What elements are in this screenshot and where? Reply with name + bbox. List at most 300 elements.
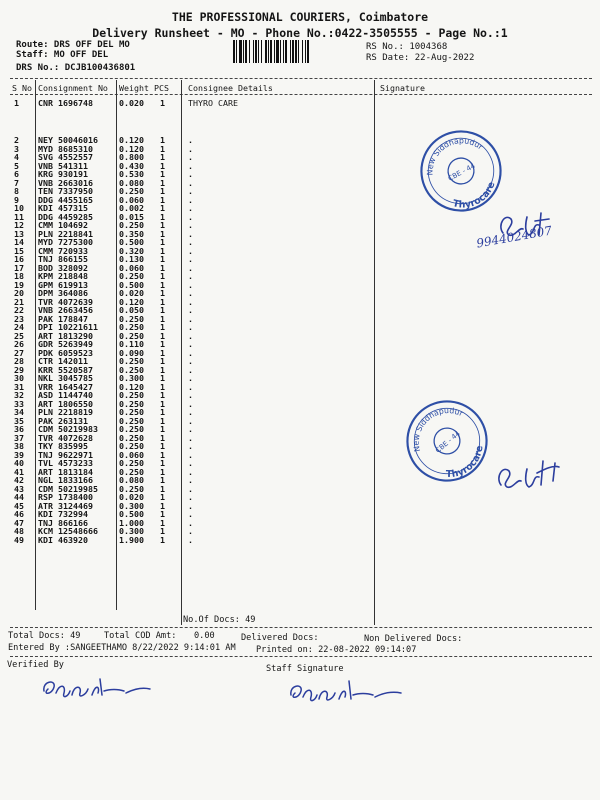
row-pcs: 1 xyxy=(160,534,165,545)
row-consignee-placeholder: . xyxy=(188,449,193,460)
row-sno: 30 xyxy=(14,373,24,384)
row-sno: 10 xyxy=(14,203,24,214)
row-consignment: TNJ 866166 xyxy=(38,517,88,528)
row-consignee-placeholder: . xyxy=(188,373,193,384)
stamp-bottom-text: Thyrocare xyxy=(445,444,486,481)
row-pcs: 1 xyxy=(160,135,165,145)
row-consignment: KPM 218848 xyxy=(38,271,88,282)
row-pcs: 1 xyxy=(160,483,165,494)
row-pcs: 1 xyxy=(160,424,165,435)
row-consignee-placeholder: . xyxy=(188,143,193,154)
row-weight: 0.530 xyxy=(119,169,144,180)
row-sno: 41 xyxy=(14,466,24,477)
row-weight: 0.250 xyxy=(119,390,144,401)
row-weight: 0.060 xyxy=(119,194,144,205)
row-weight: 0.050 xyxy=(119,305,144,316)
printed-on: Printed on: 22-08-2022 09:14:07 xyxy=(256,645,417,655)
table-row xyxy=(0,502,600,510)
stamp-icon xyxy=(404,398,490,484)
row-consignment: TVR 4072639 xyxy=(38,296,93,307)
row-sno: 35 xyxy=(14,415,24,426)
row-pcs: 1 xyxy=(160,288,165,299)
row-pcs: 1 xyxy=(160,271,165,282)
row-pcs: 1 xyxy=(160,449,165,460)
row-sno: 42 xyxy=(14,475,24,486)
row-consignment: RSP 1738400 xyxy=(38,492,93,503)
table-row xyxy=(0,264,600,272)
col-header-consignee: Consignee Details xyxy=(188,83,273,93)
row-consignee-placeholder: . xyxy=(188,271,193,282)
row-consignment: DPM 364086 xyxy=(38,288,88,299)
row-pcs: 1 xyxy=(160,441,165,452)
row-pcs: 1 xyxy=(160,475,165,486)
row-pcs: 1 xyxy=(160,373,165,384)
row-sno: 33 xyxy=(14,398,24,409)
row-consignee-placeholder: . xyxy=(188,526,193,537)
row-sno: 32 xyxy=(14,390,24,401)
row-consignee-placeholder: . xyxy=(188,390,193,401)
table-row xyxy=(0,349,600,357)
row-weight: 0.020 xyxy=(119,492,144,503)
stamp-center-text: CBE - 44 xyxy=(446,161,477,183)
row-sno: 15 xyxy=(14,245,24,256)
table-row xyxy=(0,170,600,178)
row-consignee-placeholder: . xyxy=(188,160,193,171)
row-consignment: KDI 457315 xyxy=(38,203,88,214)
row-weight: 0.250 xyxy=(119,356,144,367)
row-consignee-placeholder: . xyxy=(188,186,193,197)
row-sno: 27 xyxy=(14,347,24,358)
row-consignment: CTR 142011 xyxy=(38,356,88,367)
row-weight: 0.015 xyxy=(119,211,144,222)
row-pcs: 1 xyxy=(160,364,165,375)
row-consignee-placeholder: . xyxy=(188,466,193,477)
stamp-icon xyxy=(418,128,504,214)
route-text: Route: DRS OFF DEL MO xyxy=(16,40,130,50)
row-sno: 31 xyxy=(14,381,24,392)
row-sno: 37 xyxy=(14,432,24,443)
row-consignee-placeholder: . xyxy=(188,254,193,265)
row-consignment: ASD 1144740 xyxy=(38,390,93,401)
row-weight: 0.060 xyxy=(119,262,144,273)
row-consignment: CDM 50219985 xyxy=(38,483,98,494)
row-pcs: 1 xyxy=(160,509,165,520)
row-consignment: KCM 12548666 xyxy=(38,526,98,537)
row-consignment: MYD 7275300 xyxy=(38,237,93,248)
row-consignee-placeholder: . xyxy=(188,347,193,358)
row-consignee-placeholder: . xyxy=(188,305,193,316)
row-sno: 11 xyxy=(14,211,24,222)
row-weight: 0.250 xyxy=(119,186,144,197)
row-sno: 3 xyxy=(14,143,19,154)
staff-signature xyxy=(285,675,410,707)
row-pcs: 1 xyxy=(160,347,165,358)
row-weight: 0.500 xyxy=(119,237,144,248)
row-weight: 0.250 xyxy=(119,407,144,418)
row-consignment: TNJ 866155 xyxy=(38,254,88,265)
row-pcs: 1 xyxy=(160,458,165,469)
row-consignee-placeholder: . xyxy=(188,245,193,256)
row-weight: 0.020 xyxy=(119,98,144,108)
row-weight: 0.120 xyxy=(119,381,144,392)
row-sno: 12 xyxy=(14,220,24,231)
row-consignee-placeholder: . xyxy=(188,339,193,350)
runsheet-title: Delivery Runsheet - MO - Phone No.:0422-3505555 - Page No.:1 xyxy=(92,26,508,40)
col-header-signature: Signature xyxy=(380,83,425,93)
row-sno: 22 xyxy=(14,305,24,316)
row-consignee-placeholder: . xyxy=(188,169,193,180)
row-pcs: 1 xyxy=(160,313,165,324)
row-sno: 5 xyxy=(14,160,19,171)
entered-by: Entered By :SANGEETHAMO 8/22/2022 9:14:01 AM xyxy=(8,643,236,653)
row-sno: 13 xyxy=(14,228,24,239)
row-consignee-placeholder: . xyxy=(188,415,193,426)
table-row xyxy=(0,196,600,204)
row-weight: 0.120 xyxy=(119,135,144,145)
row-pcs: 1 xyxy=(160,254,165,265)
table-row xyxy=(0,408,600,416)
row-weight: 0.320 xyxy=(119,245,144,256)
row-weight: 0.250 xyxy=(119,415,144,426)
row-pcs: 1 xyxy=(160,237,165,248)
row-consignment: ATR 3124469 xyxy=(38,500,93,511)
rs-number: RS No.: 1004368 xyxy=(366,42,448,52)
row-sno: 24 xyxy=(14,322,24,333)
row-sno: 19 xyxy=(14,279,24,290)
table-row xyxy=(0,289,600,297)
row-sno: 34 xyxy=(14,407,24,418)
delivered-docs: Delivered Docs: xyxy=(241,633,319,643)
row-sno: 7 xyxy=(14,177,19,188)
row-weight: 0.250 xyxy=(119,322,144,333)
row-consignee-placeholder: . xyxy=(188,152,193,163)
row-weight: 0.250 xyxy=(119,313,144,324)
row-weight: 0.250 xyxy=(119,441,144,452)
row-weight: 0.300 xyxy=(119,526,144,537)
row-weight: 0.120 xyxy=(119,296,144,307)
handwritten-phone: 9944024807 xyxy=(475,223,553,251)
row-pcs: 1 xyxy=(160,517,165,528)
row-weight: 0.250 xyxy=(119,424,144,435)
row-consignee-placeholder: . xyxy=(188,313,193,324)
row-weight: 0.300 xyxy=(119,373,144,384)
row-consignment: PLN 2218841 xyxy=(38,228,93,239)
row-weight: 0.020 xyxy=(119,288,144,299)
row-pcs: 1 xyxy=(160,356,165,367)
staff-text: Staff: MO OFF DEL xyxy=(16,50,109,60)
col-header-sno: S No xyxy=(12,83,32,93)
row-consignee-placeholder: . xyxy=(188,381,193,392)
row-pcs: 1 xyxy=(160,390,165,401)
company-name: THE PROFESSIONAL COURIERS, Coimbatore xyxy=(171,10,429,24)
row-pcs: 1 xyxy=(160,466,165,477)
row-consignment: DDG 4455165 xyxy=(38,194,93,205)
row-pcs: 1 xyxy=(160,186,165,197)
row-weight: 0.250 xyxy=(119,398,144,409)
row-sno: 2 xyxy=(14,135,19,145)
row-weight: 0.110 xyxy=(119,339,144,350)
row-weight: 0.002 xyxy=(119,203,144,214)
row-sno: 46 xyxy=(14,509,24,520)
col-header-pcs: PCS xyxy=(154,83,169,93)
rs-date: RS Date: 22-Aug-2022 xyxy=(366,53,475,63)
row-weight: 0.250 xyxy=(119,483,144,494)
row-pcs: 1 xyxy=(160,169,165,180)
row-consignee-placeholder: . xyxy=(188,534,193,545)
row-sno: 14 xyxy=(14,237,24,248)
row-consignee-placeholder: . xyxy=(188,177,193,188)
row-sno: 17 xyxy=(14,262,24,273)
verified-by-label: Verified By xyxy=(7,660,64,670)
row-consignee-placeholder: . xyxy=(188,220,193,231)
row-pcs: 1 xyxy=(160,262,165,273)
row-sno: 8 xyxy=(14,186,19,197)
row-pcs: 1 xyxy=(160,432,165,443)
row-pcs: 1 xyxy=(160,228,165,239)
table-row xyxy=(0,153,600,161)
row-pcs: 1 xyxy=(160,279,165,290)
row-consignment: TVR 4072628 xyxy=(38,432,93,443)
row-sno: 9 xyxy=(14,194,19,205)
row-consignment: VNB 2663456 xyxy=(38,305,93,316)
divider-top xyxy=(10,78,592,79)
row-sno: 38 xyxy=(14,441,24,452)
row-pcs: 1 xyxy=(160,500,165,511)
row-consignment: DPI 10221611 xyxy=(38,322,98,333)
row-consignment: GDR 5263949 xyxy=(38,339,93,350)
row-consignee-placeholder: . xyxy=(188,288,193,299)
row-consignee-placeholder: . xyxy=(188,509,193,520)
verified-signature xyxy=(38,673,158,703)
row-sno: 39 xyxy=(14,449,24,460)
row-consignee-placeholder: . xyxy=(188,407,193,418)
row-weight: 0.250 xyxy=(119,458,144,469)
row-consignee-placeholder: . xyxy=(188,398,193,409)
row-sno: 47 xyxy=(14,517,24,528)
drs-number: DRS No.: DCJB100436801 xyxy=(16,63,136,73)
row-pcs: 1 xyxy=(160,245,165,256)
row-pcs: 1 xyxy=(160,407,165,418)
row-pcs: 1 xyxy=(160,296,165,307)
row-consignee-placeholder: . xyxy=(188,237,193,248)
row-consignment: CNR 1696748 xyxy=(38,98,93,108)
row-consignment: MYD 8685310 xyxy=(38,143,93,154)
col-header-consignment: Consignment No xyxy=(38,83,108,93)
divider-header xyxy=(10,94,592,95)
row-pcs: 1 xyxy=(160,526,165,537)
row-weight: 0.250 xyxy=(119,271,144,282)
total-cod-value: 0.00 xyxy=(194,631,215,641)
row-consignee-placeholder: . xyxy=(188,322,193,333)
row-consignee-placeholder: . xyxy=(188,432,193,443)
row-sno: 4 xyxy=(14,152,19,163)
row-weight: 0.060 xyxy=(119,449,144,460)
row-sno: 21 xyxy=(14,296,24,307)
row-consignee-placeholder: . xyxy=(188,364,193,375)
row-pcs: 1 xyxy=(160,203,165,214)
stamp-center-text: CBE - 44 xyxy=(434,429,462,455)
row-weight: 0.250 xyxy=(119,466,144,477)
row-pcs: 1 xyxy=(160,305,165,316)
table-row xyxy=(0,99,600,107)
row-consignee-placeholder: . xyxy=(188,475,193,486)
row-weight: 0.300 xyxy=(119,500,144,511)
row-consignment: GPM 619913 xyxy=(38,279,88,290)
row-weight: 0.800 xyxy=(119,152,144,163)
row-consignee-placeholder: . xyxy=(188,262,193,273)
row-sno: 29 xyxy=(14,364,24,375)
row-sno: 40 xyxy=(14,458,24,469)
row-consignment: TEN 7337950 xyxy=(38,186,93,197)
non-delivered-docs: Non Delivered Docs: xyxy=(364,634,463,644)
barcode xyxy=(233,40,357,63)
table-row xyxy=(0,136,600,144)
row-weight: 0.430 xyxy=(119,160,144,171)
row-sno: 23 xyxy=(14,313,24,324)
stamp-bottom-text: Thyrocare xyxy=(451,180,498,211)
total-cod-label: Total COD Amt: xyxy=(104,631,177,641)
row-pcs: 1 xyxy=(160,98,165,108)
row-pcs: 1 xyxy=(160,381,165,392)
row-sno: 20 xyxy=(14,288,24,299)
row-consignment: PAK 263131 xyxy=(38,415,88,426)
table-row xyxy=(0,247,600,255)
row-consignee-placeholder: . xyxy=(188,483,193,494)
row-pcs: 1 xyxy=(160,398,165,409)
row-consignee-placeholder: . xyxy=(188,492,193,503)
table-row xyxy=(0,255,600,263)
table-row xyxy=(0,281,600,289)
row-consignment: PAK 178847 xyxy=(38,313,88,324)
row-sno: 25 xyxy=(14,330,24,341)
row-sno: 6 xyxy=(14,169,19,180)
row-weight: 0.090 xyxy=(119,347,144,358)
row-consignment: DDG 4459285 xyxy=(38,211,93,222)
row-weight: 0.080 xyxy=(119,475,144,486)
row-weight: 0.500 xyxy=(119,279,144,290)
row-consignment: KDI 732994 xyxy=(38,509,88,520)
row-weight: 0.250 xyxy=(119,330,144,341)
no-of-docs: No.Of Docs: 49 xyxy=(183,615,256,625)
row-sno: 1 xyxy=(14,98,19,108)
row-pcs: 1 xyxy=(160,177,165,188)
col-header-weight: Weight xyxy=(119,83,149,93)
row-pcs: 1 xyxy=(160,330,165,341)
handwritten-signature xyxy=(493,455,573,500)
row-pcs: 1 xyxy=(160,152,165,163)
row-weight: 0.250 xyxy=(119,220,144,231)
row-consignment: KRR 5520587 xyxy=(38,364,93,375)
row-consignee-placeholder: . xyxy=(188,356,193,367)
row-consignee-placeholder: . xyxy=(188,194,193,205)
row-consignment: SVG 4552557 xyxy=(38,152,93,163)
row-consignee-placeholder: . xyxy=(188,296,193,307)
row-consignment: NKL 3045785 xyxy=(38,373,93,384)
row-sno: 49 xyxy=(14,534,24,545)
row-pcs: 1 xyxy=(160,415,165,426)
row-consignee-placeholder: . xyxy=(188,330,193,341)
row-consignee: THYRO CARE xyxy=(188,98,238,108)
row-weight: 0.250 xyxy=(119,364,144,375)
row-weight: 0.130 xyxy=(119,254,144,265)
row-consignee-placeholder: . xyxy=(188,424,193,435)
row-consignee-placeholder: . xyxy=(188,500,193,511)
table-row xyxy=(0,434,600,442)
table-row xyxy=(0,510,600,518)
row-consignment: TKY 835995 xyxy=(38,441,88,452)
row-consignee-placeholder: . xyxy=(188,211,193,222)
row-sno: 18 xyxy=(14,271,24,282)
stamp-top-text: New Siddhapudur xyxy=(411,406,465,453)
row-consignee-placeholder: . xyxy=(188,135,193,145)
total-docs: Total Docs: 49 xyxy=(8,631,81,641)
staff-signature-label: Staff Signature xyxy=(266,664,344,674)
row-consignee-placeholder: . xyxy=(188,203,193,214)
row-consignee-placeholder: . xyxy=(188,517,193,528)
row-pcs: 1 xyxy=(160,143,165,154)
row-consignee-placeholder: . xyxy=(188,228,193,239)
row-sno: 45 xyxy=(14,500,24,511)
row-pcs: 1 xyxy=(160,194,165,205)
row-consignment: TVL 4573233 xyxy=(38,458,93,469)
row-consignment: ART 1813184 xyxy=(38,466,93,477)
row-pcs: 1 xyxy=(160,211,165,222)
stamp-top-text: New Siddhapudur xyxy=(425,136,485,176)
row-consignment: PLN 2218819 xyxy=(38,407,93,418)
row-consignment: ART 1813290 xyxy=(38,330,93,341)
row-weight: 0.250 xyxy=(119,432,144,443)
row-consignment: TNJ 9622971 xyxy=(38,449,93,460)
row-pcs: 1 xyxy=(160,160,165,171)
row-weight: 1.000 xyxy=(119,517,144,528)
row-consignee-placeholder: . xyxy=(188,458,193,469)
row-consignment: ART 1806550 xyxy=(38,398,93,409)
row-weight: 0.500 xyxy=(119,509,144,520)
row-consignment: PDK 6059523 xyxy=(38,347,93,358)
table-row xyxy=(0,187,600,195)
row-weight: 0.120 xyxy=(119,143,144,154)
row-consignment: CDM 50219983 xyxy=(38,424,98,435)
row-consignment: KRG 930191 xyxy=(38,169,88,180)
row-pcs: 1 xyxy=(160,492,165,503)
row-consignment: VRR 1645427 xyxy=(38,381,93,392)
row-consignee-placeholder: . xyxy=(188,441,193,452)
table-row xyxy=(0,272,600,280)
row-weight: 0.350 xyxy=(119,228,144,239)
row-sno: 26 xyxy=(14,339,24,350)
row-pcs: 1 xyxy=(160,339,165,350)
row-sno: 16 xyxy=(14,254,24,265)
row-consignment: CMM 720933 xyxy=(38,245,88,256)
row-sno: 48 xyxy=(14,526,24,537)
row-consignment: VNB 541311 xyxy=(38,160,88,171)
table-row xyxy=(0,162,600,170)
row-sno: 44 xyxy=(14,492,24,503)
row-weight: 0.080 xyxy=(119,177,144,188)
row-sno: 43 xyxy=(14,483,24,494)
row-weight: 1.900 xyxy=(119,534,144,545)
row-pcs: 1 xyxy=(160,220,165,231)
row-sno: 28 xyxy=(14,356,24,367)
table-row xyxy=(0,306,600,314)
row-sno: 36 xyxy=(14,424,24,435)
row-consignment: BOD 328092 xyxy=(38,262,88,273)
divider-bottom xyxy=(10,656,592,657)
row-consignment: NEY 50046016 xyxy=(38,135,98,145)
table-row xyxy=(0,527,600,535)
row-consignment: CMM 104692 xyxy=(38,220,88,231)
row-consignment: VNB 2663016 xyxy=(38,177,93,188)
